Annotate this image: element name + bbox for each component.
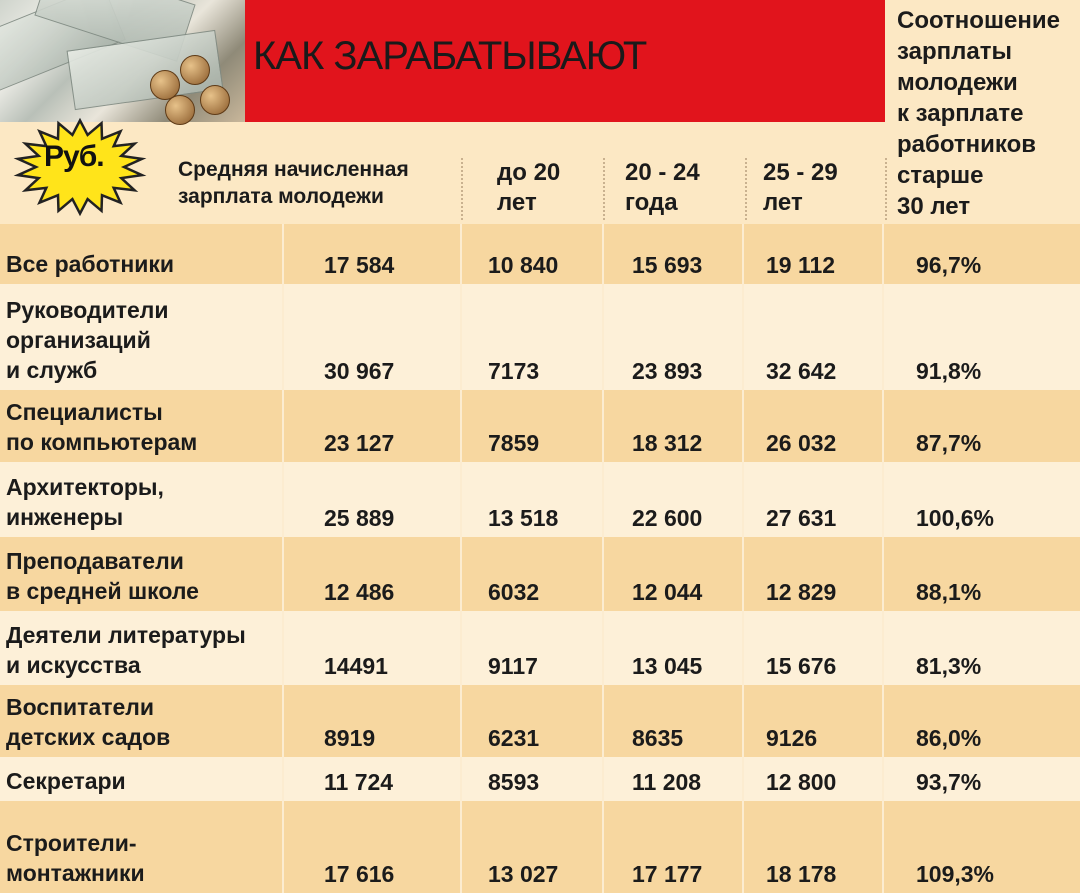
salary-cell: 15 693: [603, 224, 743, 284]
table-row: [0, 284, 1080, 390]
salary-cell: 26 032: [743, 390, 883, 462]
salary-cell: 13 045: [603, 611, 743, 685]
ratio-cell: 81,3%: [883, 611, 1080, 685]
salary-cell: 18 312: [603, 390, 743, 462]
salary-cell: 23 127: [283, 390, 461, 462]
ratio-cell: 91,8%: [883, 284, 1080, 390]
salary-cell: 12 800: [743, 757, 883, 801]
row-label: Деятели литературы и искусства: [0, 611, 283, 685]
salary-cell: 8593: [461, 757, 603, 801]
salary-cell: 9126: [743, 685, 883, 757]
ratio-cell: 88,1%: [883, 537, 1080, 611]
column-header-average: Средняя начисленная зарплата молодежи: [178, 158, 409, 208]
salary-cell: 32 642: [743, 284, 883, 390]
salary-cell: 11 208: [603, 757, 743, 801]
salary-cell: 14491: [283, 611, 461, 685]
ratio-cell: 100,6%: [883, 462, 1080, 537]
ratio-cell: 96,7%: [883, 224, 1080, 284]
salary-cell: 12 486: [283, 537, 461, 611]
column-header-25-29: 25 - 29 лет: [763, 159, 838, 216]
salary-cell: 9117: [461, 611, 603, 685]
salary-cell: 22 600: [603, 462, 743, 537]
salary-cell: 17 584: [283, 224, 461, 284]
salary-cell: 23 893: [603, 284, 743, 390]
salary-cell: 12 829: [743, 537, 883, 611]
salary-cell: 6231: [461, 685, 603, 757]
salary-cell: 17 177: [603, 801, 743, 893]
column-header-20-24: 20 - 24 года: [625, 159, 700, 216]
currency-badge: Руб.: [44, 140, 104, 173]
salary-cell: 19 112: [743, 224, 883, 284]
page-title: КАК ЗАРАБАТЫВАЮТ: [253, 34, 647, 78]
salary-cell: 30 967: [283, 284, 461, 390]
salary-cell: 25 889: [283, 462, 461, 537]
row-label: Преподаватели в средней школе: [0, 537, 283, 611]
row-label: Архитекторы, инженеры: [0, 462, 283, 537]
coin-shape: [200, 85, 230, 115]
table-row: [0, 685, 1080, 757]
salary-cell: 7859: [461, 390, 603, 462]
salary-cell: 6032: [461, 537, 603, 611]
salary-cell: 8919: [283, 685, 461, 757]
salary-cell: 15 676: [743, 611, 883, 685]
ratio-column-header: Соотношение зарплаты молодежи к зарплате работников старше 30 лет: [897, 7, 1060, 220]
salary-cell: 11 724: [283, 757, 461, 801]
money-photo: [0, 0, 245, 122]
table-row: [0, 611, 1080, 685]
ratio-cell: 109,3%: [883, 801, 1080, 893]
row-label: Руководители организаций и служб: [0, 284, 283, 390]
row-label: Все работники: [0, 224, 283, 284]
salary-cell: 8635: [603, 685, 743, 757]
ratio-cell: 87,7%: [883, 390, 1080, 462]
row-label: Секретари: [0, 757, 283, 801]
table-row: [0, 537, 1080, 611]
table-row: [0, 462, 1080, 537]
salary-cell: 13 518: [461, 462, 603, 537]
table-row: [0, 224, 1080, 284]
salary-cell: 13 027: [461, 801, 603, 893]
salary-table: [0, 224, 1080, 893]
column-divider: [461, 158, 463, 220]
column-header-under-20: до 20 лет: [497, 159, 561, 216]
table-row: [0, 757, 1080, 801]
salary-cell: 27 631: [743, 462, 883, 537]
salary-cell: 7173: [461, 284, 603, 390]
row-label: Строители- монтажники: [0, 801, 283, 893]
coin-shape: [165, 95, 195, 125]
row-label: Специалисты по компьютерам: [0, 390, 283, 462]
salary-cell: 10 840: [461, 224, 603, 284]
salary-cell: 17 616: [283, 801, 461, 893]
row-label: Воспитатели детских садов: [0, 685, 283, 757]
column-divider: [885, 158, 887, 220]
table-row: [0, 390, 1080, 462]
column-divider: [745, 158, 747, 220]
salary-cell: 18 178: [743, 801, 883, 893]
coin-shape: [180, 55, 210, 85]
salary-cell: 12 044: [603, 537, 743, 611]
ratio-cell: 93,7%: [883, 757, 1080, 801]
table-row: [0, 801, 1080, 893]
column-divider: [603, 158, 605, 220]
ratio-cell: 86,0%: [883, 685, 1080, 757]
